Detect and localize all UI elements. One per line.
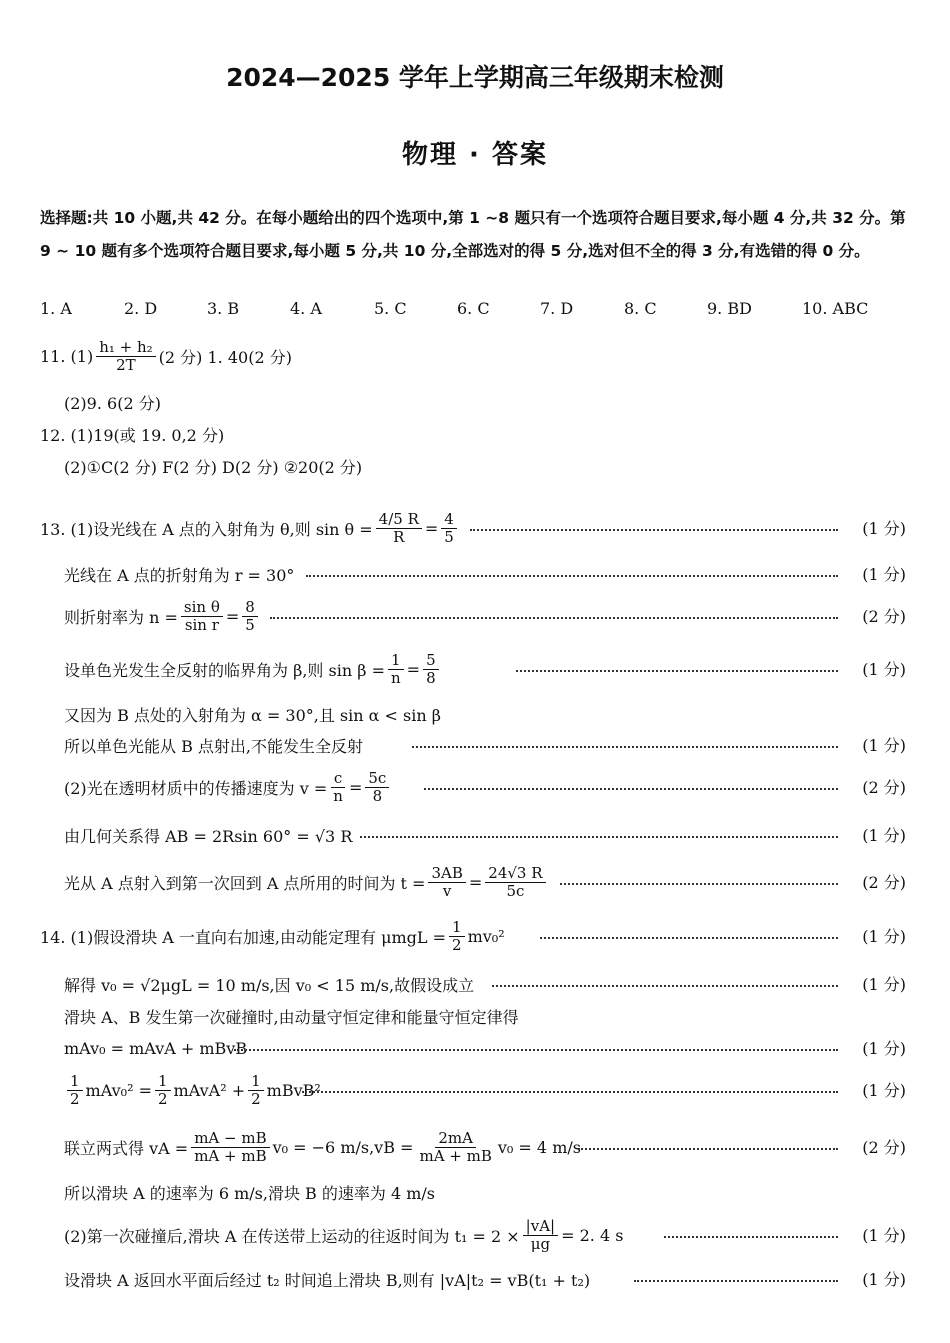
instructions: 选择题:共 10 小题,共 42 分。在每小题给出的四个选项中,第 1 ~8 题只有一个选项符合题目要求,每小题 4 分,共 32 分。第 9 ~ 10 题有多个选项符合题目要求,每小题 5 分,共 10 分,全部选对的得 5 分,选对但不全的得 3 分,有选错的得 0 分。 <box>40 209 906 260</box>
page-title: 2024—2025 学年上学期高三年级期末检测 <box>226 63 724 92</box>
q14-line6: 联立两式得 vA = $\frac{mA - mB}{mA + mB}$ v₀ = −6 m/s,vB = $\frac{2mA}{mA + mB}$ v₀ = 4 m/s (2 分) <box>64 1128 906 1165</box>
q13-line3: 则折射率为 n = $\frac{\text{sin θ}}{\text{sin r}}$ = $\frac{8}{5}$ (2 分) <box>64 597 906 634</box>
q14-line1: 14. (1)假设滑块 A 一直向右加速,由动能定理有 μmgL = $\frac{1}{2}$ mv₀² (1 分) <box>40 917 906 954</box>
q13-line2: 光线在 A 点的折射角为 r = 30° (1 分) <box>0 560 950 588</box>
answer-item: 1. A <box>40 299 72 318</box>
score: (1 分) <box>862 927 906 946</box>
q12-line2: (2)①C(2 分) F(2 分) D(2 分) ②20(2 分) <box>64 457 363 477</box>
page-subtitle: 物理 · 答案 <box>402 140 548 170</box>
q12-line1: 12. (1)19(或 19. 0,2 分) <box>40 425 225 445</box>
q14-line4: mAv₀ = mAvA + mBvB (1 分) <box>0 1034 950 1062</box>
answer-item: 4. A <box>290 299 322 318</box>
answer-item: 5. C <box>374 299 407 318</box>
q14-line2: 解得 v₀ = √2μgL = 10 m/s,因 v₀ < 15 m/s,故假设成立 (1 分) <box>0 970 950 998</box>
fraction: $\frac{\text{h₁ + h₂}}{2T}$ <box>96 339 155 374</box>
score: (1 分) <box>862 1039 906 1058</box>
score: (2 分) <box>862 778 906 797</box>
q13-line9: 光从 A 点射入到第一次回到 A 点所用的时间为 t = $\frac{3AB}{v}$ = $\frac{24√3 R}{5c}$ (2 分) <box>64 863 906 900</box>
answer-item: 8. C <box>624 299 657 318</box>
score: (1 分) <box>862 975 906 994</box>
answer-item: 3. B <box>207 299 240 318</box>
answer-item: 2. D <box>124 299 158 318</box>
q11-line2: (2)9. 6(2 分) <box>64 393 161 413</box>
score: (2 分) <box>862 607 906 626</box>
answer-item: 9. BD <box>707 299 752 318</box>
q14-line5: $\frac{1}{2}$ mAv₀² = $\frac{1}{2}$ mAvA² + $\frac{1}{2}$ mBvB² (1 分) <box>0 1076 950 1104</box>
score: (1 分) <box>862 826 906 845</box>
q14-line9: 设滑块 A 返回水平面后经过 t₂ 时间追上滑块 B,则有 |vA|t₂ = vB(t₁ + t₂) (1 分) <box>0 1265 950 1293</box>
q13-line7: (2)光在透明材质中的传播速度为 v = $\frac{c}{n}$ = $\frac{5c}{8}$ (2 分) <box>64 768 906 805</box>
score: (1 分) <box>862 1226 906 1245</box>
q11-line1: 11. (1) $\frac{\text{h₁ + h₂}}{2T}$ (2 分) 1. 40(2 分) <box>40 337 292 374</box>
score: (1 分) <box>862 565 906 584</box>
answer-item: 6. C <box>457 299 490 318</box>
q14-line8: (2)第一次碰撞后,滑块 A 在传送带上运动的往返时间为 t₁ = 2 × $\frac{|vA|}{\mu g}$ = 2. 4 s (1 分) <box>64 1216 906 1253</box>
q13-line6: 所以单色光能从 B 点射出,不能发生全反射 (1 分) <box>0 731 950 759</box>
q13-line4: 设单色光发生全反射的临界角为 β,则 sin β = $\frac{1}{n}$ = $\frac{5}{8}$ (1 分) <box>64 650 906 687</box>
q13-line1: 13. (1)设光线在 A 点的入射角为 θ,则 sin θ = $\frac{4/5 R}{R}$ = $\frac{4}{5}$ (1 分) <box>40 509 906 546</box>
q13-line5: 又因为 B 点处的入射角为 α = 30°,且 sin α < sin β <box>64 705 442 725</box>
answer-item: 7. D <box>540 299 574 318</box>
score: (2 分) <box>862 873 906 892</box>
q13-line8: 由几何关系得 AB = 2Rsin 60° = √3 R (1 分) <box>0 821 950 849</box>
score: (1 分) <box>862 1081 906 1100</box>
score: (1 分) <box>862 1270 906 1289</box>
score: (2 分) <box>862 1138 906 1157</box>
answer-item: 10. ABC <box>802 299 869 318</box>
q14-line3: 滑块 A、B 发生第一次碰撞时,由动量守恒定律和能量守恒定律得 <box>64 1007 519 1027</box>
score: (1 分) <box>862 519 906 538</box>
q14-line7: 所以滑块 A 的速率为 6 m/s,滑块 B 的速率为 4 m/s <box>64 1183 435 1203</box>
score: (1 分) <box>862 736 906 755</box>
answer-list <box>40 299 912 325</box>
score: (1 分) <box>862 660 906 679</box>
